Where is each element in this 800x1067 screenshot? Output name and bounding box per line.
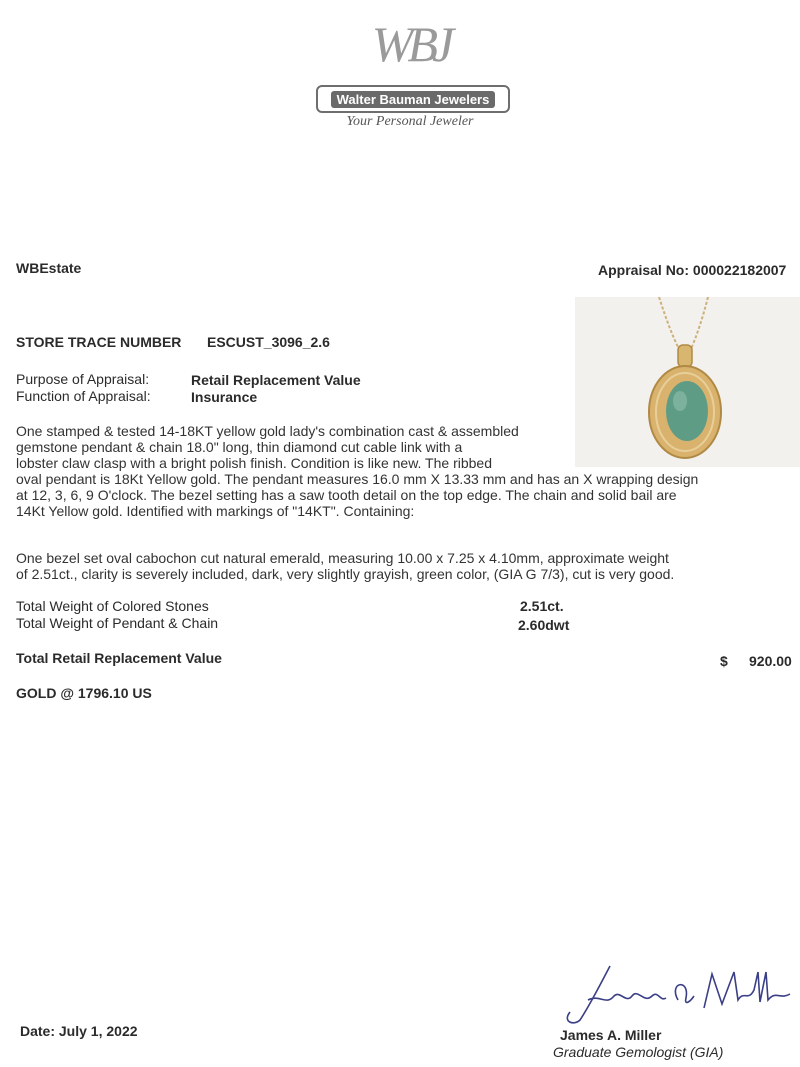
- signer-title: Graduate Gemologist (GIA): [553, 1044, 724, 1060]
- weight-stones-label: Total Weight of Colored Stones: [16, 598, 209, 614]
- appraisal-number: Appraisal No: 000022182007: [598, 262, 787, 278]
- store-trace-label: STORE TRACE NUMBER: [16, 334, 182, 350]
- stone-line: One bezel set oval cabochon cut natural emerald, measuring 10.00 x 7.25 x 4.10mm, approximate weight: [16, 550, 669, 566]
- logo-banner: [316, 85, 510, 113]
- stone-description: [16, 550, 786, 582]
- total-currency: $: [720, 653, 728, 669]
- signature-drawing: [540, 960, 800, 1030]
- signer-name: James A. Miller: [560, 1027, 662, 1043]
- description-line: One stamped & tested 14-18KT yellow gold lady's combination cast & assembled: [16, 423, 519, 439]
- weight-pendant-value: 2.60dwt: [518, 617, 570, 633]
- estate-label: WBEstate: [16, 260, 82, 276]
- store-trace-value: ESCUST_3096_2.6: [207, 334, 330, 350]
- description-line: 14Kt Yellow gold. Identified with markings of "14KT". Containing:: [16, 503, 415, 519]
- stone-line: of 2.51ct., clarity is severely included, dark, very slightly grayish, green color, (GIA G 7/3), cut is very good.: [16, 566, 675, 582]
- gold-price: GOLD @ 1796.10 US: [16, 685, 152, 701]
- weight-stones-value: 2.51ct.: [520, 598, 564, 614]
- item-description: [16, 423, 786, 519]
- description-line: lobster claw clasp with a bright polish finish. Condition is like new. The ribbed: [16, 455, 492, 471]
- total-value-label: Total Retail Replacement Value: [16, 650, 222, 666]
- weight-pendant-label: Total Weight of Pendant & Chain: [16, 615, 219, 631]
- logo-monogram: WBJ: [371, 16, 449, 72]
- purpose-label: Purpose of Appraisal:: [16, 371, 150, 387]
- function-value: Insurance: [191, 389, 258, 405]
- signature: [540, 960, 800, 1030]
- description-line: at 12, 3, 6, 9 O'clock. The bezel setting has a saw tooth detail on the top edge. The chain and solid bail are: [16, 487, 677, 503]
- description-line: gemstone pendant & chain 18.0" long, thin diamond cut cable link with a: [16, 439, 463, 455]
- description-line: oval pendant is 18Kt Yellow gold. The pendant measures 16.0 mm X 13.33 mm and has an X wrapping design: [16, 471, 699, 487]
- logo-banner-text: Walter Bauman Jewelers: [331, 91, 496, 108]
- function-label: Function of Appraisal:: [16, 388, 151, 404]
- total-amount: 920.00: [749, 653, 792, 669]
- company-logo: [300, 12, 520, 132]
- appraisal-date: Date: July 1, 2022: [20, 1023, 138, 1039]
- logo-tagline: Your Personal Jeweler: [346, 114, 474, 129]
- purpose-value: Retail Replacement Value: [191, 372, 361, 388]
